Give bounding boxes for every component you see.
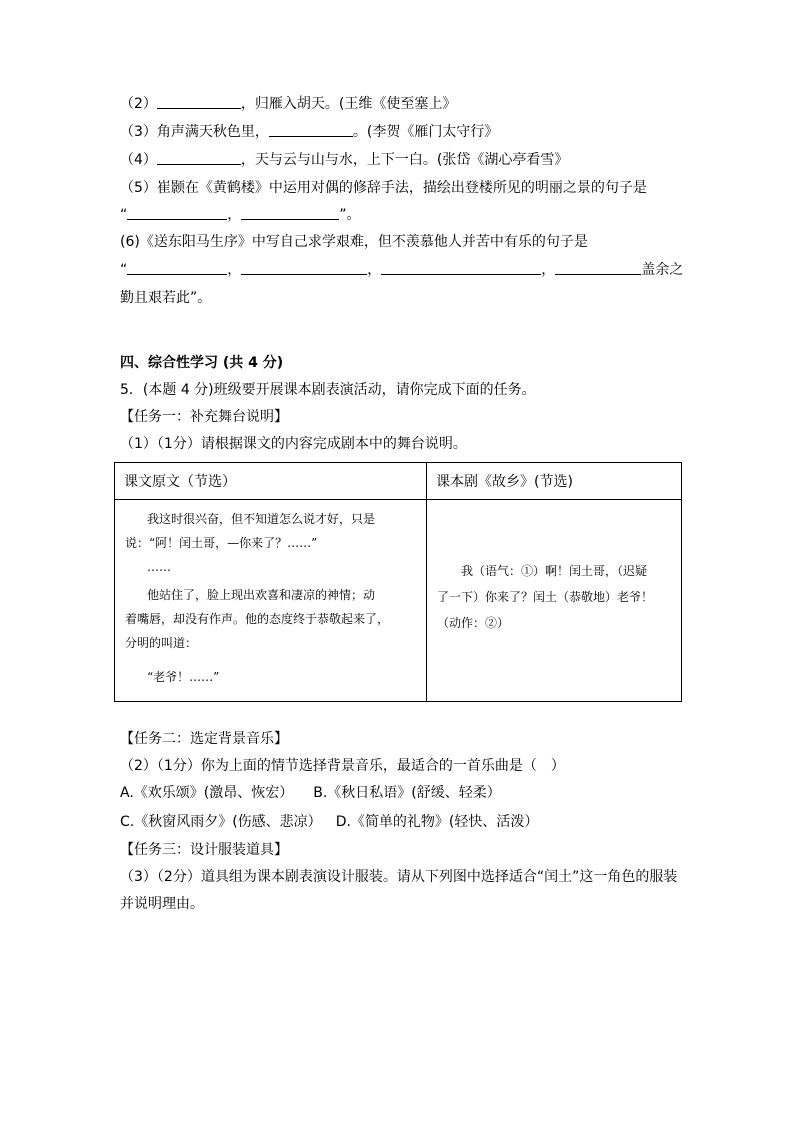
option-b[interactable]: B.《秋日私语》(舒缓、轻柔） bbox=[313, 785, 501, 801]
q6-line bbox=[120, 232, 588, 252]
orig-line-6: 分明的叫道： bbox=[125, 636, 198, 650]
q2-text: ，归雁入胡天。(王维《使至塞上》 bbox=[240, 96, 457, 112]
q6-last: 勤且艰若此”。 bbox=[120, 290, 212, 306]
q6-comma-1: ， bbox=[227, 262, 242, 278]
q6-blank-1[interactable] bbox=[127, 260, 227, 275]
table-header-left bbox=[115, 463, 427, 500]
options-row-1 bbox=[120, 783, 501, 803]
q5-open-quote: “ bbox=[120, 207, 128, 223]
q2-line bbox=[120, 94, 456, 114]
q6-last-line bbox=[120, 288, 211, 308]
q4-number: （4） bbox=[120, 152, 157, 168]
script-line-2: 了一下）你来了？闰土（恭敬地）老爷！ bbox=[437, 590, 654, 604]
comparison-table bbox=[114, 462, 682, 702]
q5-prompt: （5）崔颢在《黄鹤楼》中运用对偶的修辞手法，描绘出登楼所见的明丽之景的句子是 bbox=[120, 180, 647, 196]
q6-comma-2: ， bbox=[367, 262, 382, 278]
q3-blank[interactable] bbox=[269, 122, 353, 137]
q6-tail: 盖余之 bbox=[641, 262, 684, 278]
q6-comma-3: ， bbox=[541, 262, 556, 278]
q6-blank-2[interactable] bbox=[241, 260, 367, 275]
q6-prompt: (6)《送东阳马生序》中写自己求学艰难，但不羡慕他人并苦中有乐的句子是 bbox=[120, 234, 588, 250]
q4-text: ，天与云与山与水，上下一白。(张岱《湖心亭看雪》 bbox=[240, 152, 569, 168]
q6-blank-4[interactable] bbox=[555, 260, 641, 275]
q6-blank-3[interactable] bbox=[381, 260, 541, 275]
q5-answer-line bbox=[120, 205, 361, 225]
orig-line-2: 说：“阿！闰土哥，—你来了？……” bbox=[125, 536, 318, 550]
task2-title: 【任务二：选定背景音乐】 bbox=[120, 731, 288, 747]
option-c[interactable]: C.《秋窗风雨夕》(伤感、悲凉） bbox=[120, 814, 322, 830]
task2-question: （2）（1分）你为上面的情节选择背景音乐，最适合的一首乐曲是（ ） bbox=[120, 758, 565, 774]
orig-line-3: …… bbox=[147, 560, 171, 574]
options-row-2 bbox=[120, 812, 538, 832]
q3-before: 角声满天秋色里， bbox=[156, 124, 269, 140]
q4-line bbox=[120, 150, 568, 170]
q6-open-quote: “ bbox=[120, 262, 128, 278]
q5-close-quote: ”。 bbox=[339, 207, 361, 223]
q5-comma: ， bbox=[227, 207, 242, 223]
task1-title: 【任务一：补充舞台说明】 bbox=[120, 409, 288, 425]
task3-question-1: （3）（2分）道具组为课本剧表演设计服装。请从下列图中选择适合“闰土”这一角色的服装 bbox=[120, 869, 678, 885]
q3-after: 。(李贺《雁门太守行》 bbox=[352, 124, 499, 140]
task1-question: （1）（1分）请根据课文的内容完成剧本中的舞台说明。 bbox=[120, 436, 467, 452]
q3-number: （3） bbox=[120, 124, 157, 140]
q3-line bbox=[120, 122, 498, 142]
q5-intro: 5．(本题 4 分)班级要开展课本剧表演活动，请你完成下面的任务。 bbox=[120, 382, 536, 398]
script-text-cell bbox=[427, 500, 682, 702]
header-left-text: 课文原文（节选） bbox=[124, 474, 236, 490]
q6-answer-line bbox=[120, 260, 683, 280]
q2-number: （2） bbox=[120, 96, 157, 112]
q2-blank[interactable] bbox=[157, 94, 241, 109]
task3-question-2: 并说明理由。 bbox=[120, 896, 204, 912]
orig-line-7: “老爷！……” bbox=[147, 670, 220, 684]
q4-blank[interactable] bbox=[157, 150, 241, 165]
q5-blank-1[interactable] bbox=[127, 205, 227, 220]
table-header-right bbox=[427, 463, 682, 500]
orig-line-4: 他站住了，脸上现出欢喜和凄凉的神情；动 bbox=[147, 588, 376, 602]
option-d[interactable]: D.《简单的礼物》(轻快、活泼） bbox=[335, 814, 539, 830]
section-title: 四、综合性学习 (共 4 分) bbox=[120, 355, 284, 371]
q5-line bbox=[120, 178, 647, 198]
original-text-cell bbox=[115, 500, 427, 702]
header-right-text: 课本剧《故乡》(节选) bbox=[436, 474, 573, 490]
option-a[interactable]: A.《欢乐颂》(激昂、恢宏） bbox=[120, 785, 294, 801]
orig-line-5: 着嘴唇，却没有作声。他的态度终于恭敬起来了， bbox=[125, 612, 390, 626]
orig-line-1: 我这时很兴奋，但不知道怎么说才好，只是 bbox=[147, 512, 376, 526]
script-line-1: 我（语气：①）啊！闰土哥，（迟疑 bbox=[461, 564, 648, 578]
script-line-3: （动作：②） bbox=[437, 616, 510, 630]
task3-title: 【任务三：设计服装道具】 bbox=[120, 842, 288, 858]
q5-blank-2[interactable] bbox=[241, 205, 339, 220]
